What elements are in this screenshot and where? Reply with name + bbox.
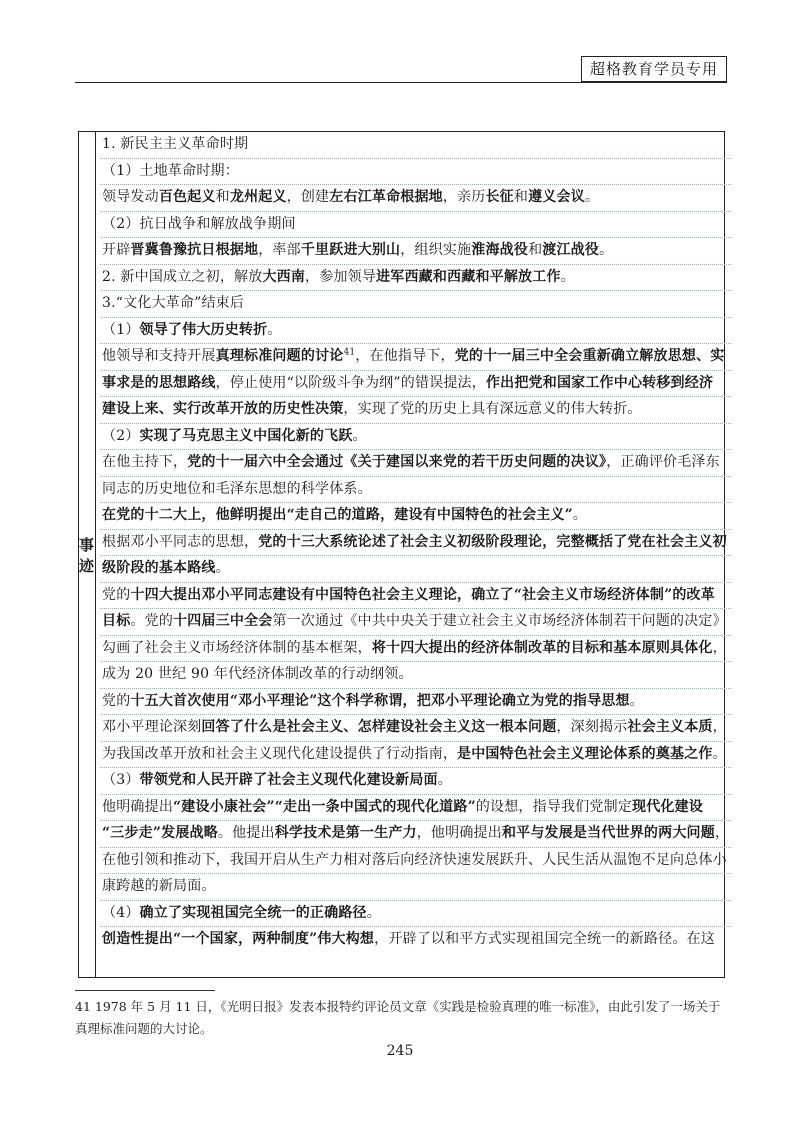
text-segment: （2） (102, 427, 140, 444)
table-line (100, 212, 731, 239)
text-segment: ，深刻揭示 (556, 719, 628, 735)
text-segment: 的设想，指导我们党制定 (475, 798, 633, 815)
text-segment: 勾画了社会主义市场经济体制的基本框架， (102, 639, 372, 656)
table-line (100, 715, 731, 742)
text-segment: 事求是的思想路线 (102, 374, 216, 391)
text-segment: 党的 (102, 586, 131, 603)
text-segment: ，实现了党的历史上具有深远意义的伟大转折。 (343, 401, 642, 417)
table-line (100, 821, 731, 848)
text-segment: 2. 新中国成立之初，解放 (102, 268, 263, 285)
text-segment: 领导发动 (102, 189, 159, 205)
text-segment: 党的 (102, 692, 131, 709)
table-line (100, 927, 731, 953)
text-segment: 在他主持下， (102, 454, 188, 470)
text-segment: 。 (584, 189, 600, 205)
text-segment: 根据邓小平同志的思想， (102, 533, 259, 550)
text-segment: 十四届三中全会 (173, 613, 273, 629)
text-segment: 千里跃进大别山 (300, 242, 401, 258)
table-line (100, 609, 731, 636)
text-segment: 长征 (485, 189, 514, 205)
table-line (100, 530, 731, 557)
text-segment: 邓小平理论深刻 (102, 719, 202, 735)
text-segment: 现代化建设 (632, 798, 704, 815)
table-line (100, 689, 731, 716)
text-segment: 他明确提出 (102, 798, 174, 815)
text-segment: 是中国特色社会主义理论体系的奠基之作 (457, 745, 713, 762)
table-line (100, 636, 731, 663)
table-line (100, 503, 731, 530)
text-segment: ，创建 (286, 189, 330, 205)
text-segment: 1. 新民主主义革命时期 (102, 136, 249, 152)
text-segment: 第一次通过《中共中央关于建立社会主义市场经济体制若干问题的决定》 (272, 613, 727, 629)
text-segment: 和 (528, 242, 543, 258)
text-segment: 同志的历史地位和毛泽东思想的科学体系。 (102, 480, 372, 497)
text-segment: 晋冀鲁豫抗日根据地 (130, 242, 259, 258)
text-segment: 在他引领和推动下，我国开启从生产力相对落后向经济快速发展跃升、人民生活从温饱不足向总体小 (102, 851, 727, 868)
text-segment: 。他提出 (217, 825, 275, 841)
text-segment: 党的十一届六中全会通过《关于建国以来党的若干历史问题的决议》 (187, 454, 607, 470)
text-segment: 确立了实现祖国完全统一的正确路径 (139, 904, 367, 921)
table-line (100, 185, 731, 212)
text-segment: 在党的十二大上，他鲜明提出“走自己的道路，建设有中国特色的社会主义” (102, 507, 573, 523)
text-segment: ，正确评价毛泽东 (606, 454, 720, 470)
text-segment: 和 (215, 189, 230, 205)
text-segment: “三步走”发展战略 (102, 825, 218, 841)
text-segment: 作出把党和国家工作中心转移到经济 (485, 374, 714, 391)
text-segment: （4） (102, 904, 140, 921)
text-segment: 龙州起义 (229, 189, 287, 205)
text-segment: 。 (215, 560, 230, 576)
text-segment: ， (714, 825, 730, 841)
table-line (100, 583, 731, 610)
text-segment: 实现了马克思主义中国化新的飞跃 (139, 427, 353, 444)
text-segment: 。 (629, 692, 644, 709)
table-content-cell (96, 132, 735, 977)
text-segment: 领导了伟大历史转折 (139, 321, 268, 338)
text-segment: 进军西藏和西藏和平解放工作 (376, 268, 561, 285)
text-segment: ，组织实施 (400, 242, 472, 258)
text-segment: 开辟 (102, 242, 131, 258)
text-segment: ，停止使用“以阶级斗争为纲”的错误提法， (215, 374, 486, 391)
table-line (100, 344, 731, 371)
text-segment: 康跨越的新局面。 (102, 878, 216, 894)
table-line (100, 742, 731, 769)
text-segment: 回答了什么是社会主义、怎样建设社会主义这一根本问题 (201, 719, 557, 735)
text-segment: 级阶段的基本路线 (102, 560, 216, 576)
text-segment: ，亲历 (442, 189, 486, 205)
text-segment: 淮海战役 (471, 242, 529, 258)
text-segment: 渡江战役 (542, 242, 600, 258)
footnote: 41 1978 年 5 月 11 日，《光明日报》发表本报特约评论员文章《实践是检验真理的唯一标准》，由此引发了一场关于真理标准问题的大讨论。 (75, 999, 721, 1036)
text-segment: ，开辟了以和平方式实现祖国完全统一的新路径。在这 (374, 931, 715, 947)
text-segment: 。 (352, 427, 367, 444)
text-segment: 。党的 (130, 613, 174, 629)
text-segment: （3） (102, 772, 140, 788)
table-line (100, 874, 731, 901)
text-segment: ，参加领导 (305, 268, 377, 285)
footnote-rule (75, 990, 215, 991)
text-segment: 创造性提出“一个国家，两种制度”伟大构想 (102, 931, 375, 947)
table-line (100, 848, 731, 875)
table-line (100, 159, 731, 186)
table-line (100, 795, 731, 822)
table-line (100, 556, 731, 583)
text-segment: （1） (102, 321, 140, 338)
text-segment: 和 (513, 189, 529, 205)
text-segment: 十五大首次使用“邓小平理论”这个科学称谓，把邓小平理论确立为党的指导思想 (130, 692, 630, 709)
text-segment: 。 (572, 507, 588, 523)
text-segment: 党的十三大系统论述了社会主义初级阶段理论，完整概括了党在社会主义初 (258, 533, 727, 550)
table-line (100, 318, 731, 345)
text-segment: 成为 20 世纪 90 年代经济体制改革的行动纲领。 (102, 666, 413, 682)
text-segment: 左右江革命根据地 (329, 189, 443, 205)
text-segment: ，在他指导下， (355, 348, 455, 364)
table-line (100, 901, 731, 928)
text-segment: ， (712, 719, 727, 735)
text-segment: 。 (366, 904, 381, 921)
table-line (100, 132, 731, 159)
table-line (100, 265, 731, 292)
text-segment: ，他明确提出 (416, 825, 502, 841)
text-segment: 3.“文化大革命”结束后 (102, 295, 245, 311)
text-segment: 。 (267, 321, 282, 338)
table-line (100, 768, 731, 795)
text-segment: 和平与发展是当代世界的两大问题 (501, 825, 715, 841)
text-segment: 党的十一届三中全会重新确立解放思想、实 (454, 348, 725, 364)
table-line (100, 424, 731, 451)
text-segment: 遵义会议 (528, 189, 585, 205)
text-segment: ， (712, 639, 727, 656)
table-line (100, 450, 731, 477)
table-line (100, 291, 731, 318)
header-rule (75, 82, 727, 83)
text-segment: 他领导和支持开展 (102, 348, 216, 364)
text-segment: 为我国改革开放和社会主义现代化建设提供了行动指南， (102, 745, 458, 762)
text-segment: ，率部 (258, 242, 301, 258)
text-segment: 十四大提出邓小平同志建设有中国特色社会主义理论，确立了“社会主义市场经济体制”的改革 (130, 586, 715, 603)
table-line (100, 662, 731, 689)
table-line (100, 477, 731, 504)
text-segment: 。 (712, 745, 727, 762)
text-segment: 。 (599, 242, 614, 258)
table-label-cell (79, 132, 96, 977)
text-segment: （2）抗日战争和解放战争期间 (102, 215, 296, 232)
deeds-table (78, 131, 730, 978)
text-segment: “建设小康社会”“走出一条中国式的现代化道路” (173, 798, 476, 815)
text-segment: 将十四大提出的经济体制改革的目标和基本原则具体化 (371, 639, 713, 656)
text-segment: 百色起义 (158, 189, 216, 205)
text-segment: 科学技术是第一生产力 (274, 825, 417, 841)
table-line (100, 371, 731, 398)
text-segment: 。 (437, 772, 452, 788)
table-label: 事迹 (79, 535, 96, 575)
text-segment: 大西南 (262, 268, 306, 285)
text-segment: 社会主义本质 (627, 719, 713, 735)
text-segment: 真理标准问题的讨论 (215, 348, 344, 364)
footnote-ref: 41 (343, 347, 356, 358)
text-segment: 。 (560, 268, 575, 285)
text-segment: （1）土地革命时期： (102, 162, 239, 179)
text-segment: 带领党和人民开辟了社会主义现代化建设新局面 (139, 772, 438, 788)
text-segment: 建设上来、实行改革开放的历史性决策 (102, 401, 344, 417)
text-segment: 目标 (102, 613, 131, 629)
header-badge: 超格教育学员专用 (581, 56, 727, 82)
page-number: 245 (386, 1043, 414, 1059)
table-line (100, 238, 731, 265)
table-line (100, 397, 731, 424)
